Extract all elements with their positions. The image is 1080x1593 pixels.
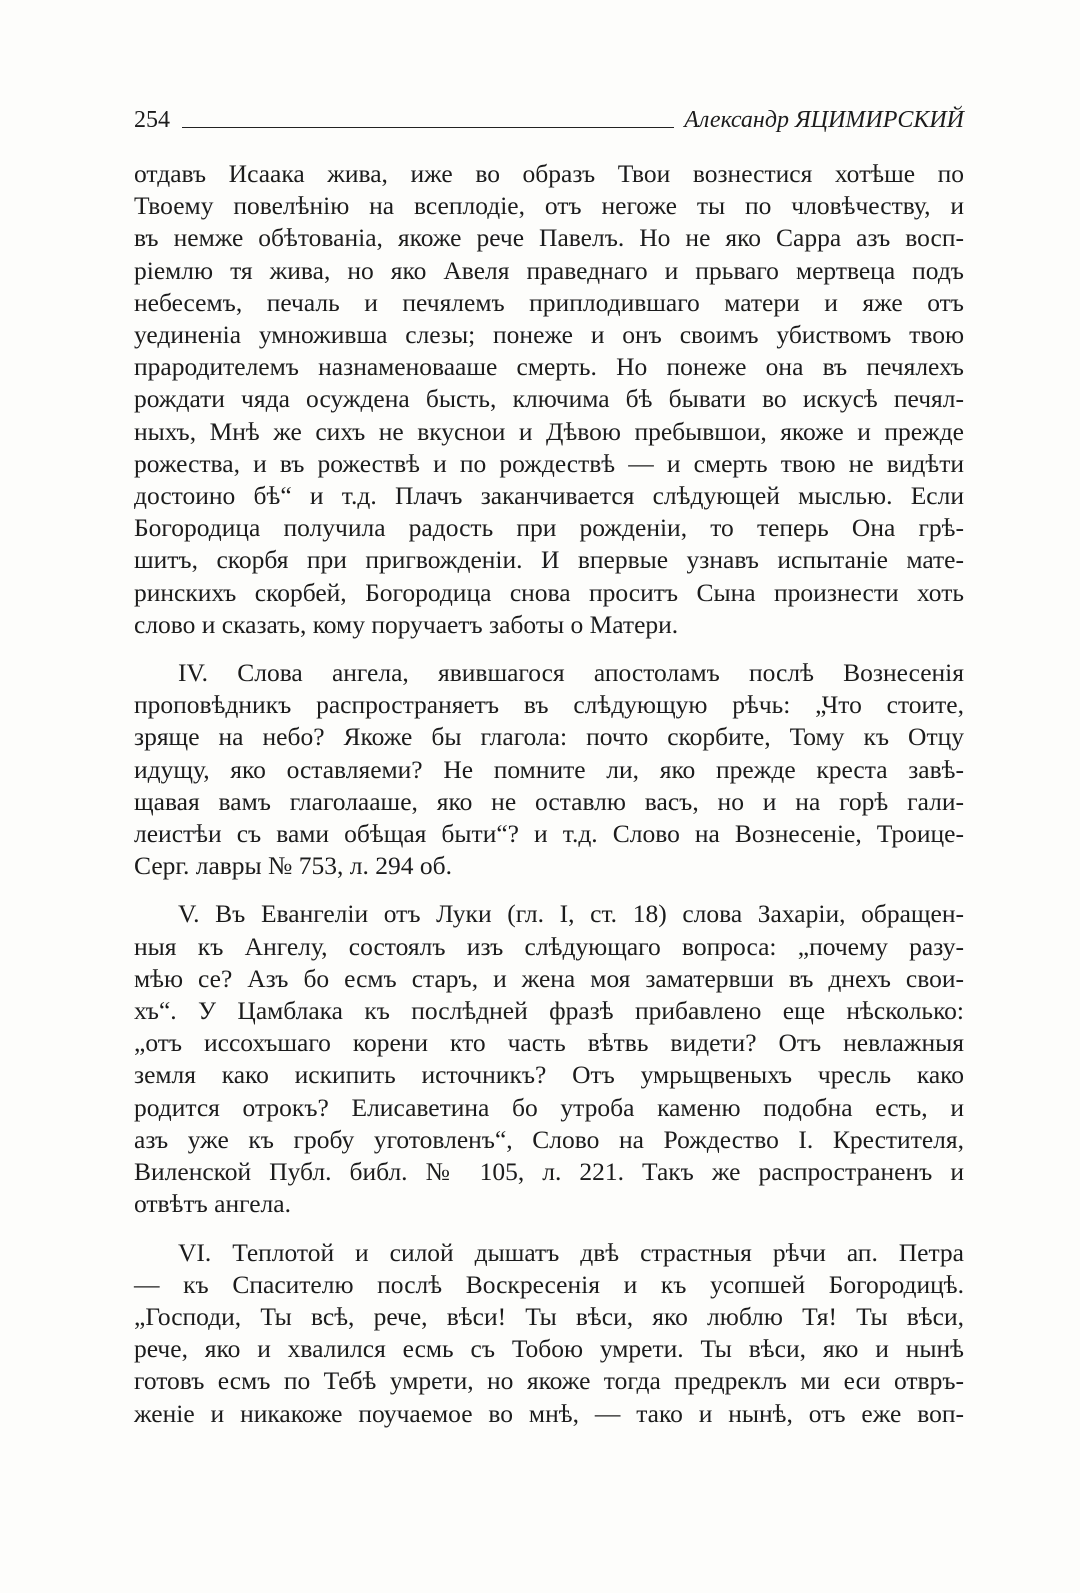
text-line: Серг. лавры № 753, л. 294 об. [134,851,452,881]
text-line: V. Въ Евангеліи отъ Луки (гл. I, ст. 18) слова Захаріи, обращен- [178,899,964,929]
running-head [134,100,964,134]
text-line: земля како искипить источникъ? Отъ умрьщвеныхъ чресль како [134,1060,964,1090]
header-rule [182,127,674,128]
text-line: достоино бѣ“ и т.д. Плачъ заканчивается слѣдующей мыслью. Если [134,481,964,511]
text-line: небесемъ, печаль и печялемъ приплодившаго матери и яже отъ [134,287,964,317]
text-line: ріемлю тя жива, но яко Авеля праведнаго и прьваго мертвеца подъ [134,255,964,285]
text-line: идущу, яко оставляеми? Не помните ли, яко прежде креста завѣ- [134,754,964,784]
text-line: слово и сказать, кому поручаетъ заботы о Матери. [134,609,679,639]
text-line: въ немже обѣтованіа, якоже рече Павелъ. Но не яко Сарра азъ восп- [134,223,964,253]
paragraph-v [134,898,964,1220]
text-line: ныхъ, Мнѣ же сихъ не вкуснои и Дѣвою пребывшои, якоже и прежде [134,416,964,446]
text-line: азъ уже къ гробу уготовленъ“, Слово на Рождество I. Крестителя, [134,1124,964,1154]
text-line: уединеніа умноживша слезы; понеже и онъ своимъ убиствомъ твою [134,320,964,350]
paragraph-vi [134,1237,964,1430]
text-line: шитъ, скорбя при пригвожденіи. И впервые узнавъ испытаніе мате- [134,545,964,575]
text-line: — къ Спасителю послѣ Воскресенія и къ усопшей Богородицѣ. [134,1269,964,1299]
text-line: хъ“. У Цамблака къ послѣдней фразѣ прибавлено еще нѣсколько: [134,996,964,1026]
text-line: Виленской Публ. библ. № 105, л. 221. Такъ же распространенъ и [134,1157,964,1187]
text-line: отвѣтъ ангела. [134,1189,291,1219]
text-line: щавая вамъ глаголааше, яко не оставлю васъ, но и на горѣ гали- [134,786,964,816]
text-line: Твоему повелѣнію на всеплодіе, отъ негоже ты по чловѣчеству, и [134,191,964,221]
page-number: 254 [134,107,170,133]
text-line: готовъ есмъ по Тебѣ умрети, но якоже тогда предреклъ ми еси отвръ- [134,1366,964,1396]
text-line: рождати чяда осуждена бысть, ключима бѣ бывати во искусѣ печял- [134,384,964,414]
paragraph-iv [134,657,964,882]
text-line: леистѣи съ вами обѣщая быти“? и т.д. Слово на Вознесеніе, Троице- [134,819,964,849]
text-line: мѣю се? Азъ бо есмъ старъ, и жена моя заматервши въ днехъ свои- [134,963,964,993]
text-line: IV. Слова ангела, явившагося апостоламъ послѣ Вознесенія [178,658,964,688]
text-line: „отъ иссохъшаго корени кто часть вѣтвь видети? Отъ невлажныя [134,1028,964,1058]
text-line: рече, яко и хвалился есмь съ Тобою умрети. Ты вѣси, яко и нынѣ [134,1334,964,1364]
text-line: родится отрокъ? Елисаветина бо утроба каменю подобна есть, и [134,1092,964,1122]
running-head-author: Александр ЯЦИМИРСКИЙ [684,107,964,133]
text-line: зряще на небо? Якоже бы глагола: почто скорбите, Тому къ Отцу [134,722,964,752]
text-line: „Господи, Ты всѣ, рече, вѣси! Ты вѣси, яко люблю Тя! Ты вѣси, [134,1301,964,1331]
text-line: проповѣдникъ распространяетъ въ слѣдующую рѣчь: „Что стоите, [134,690,964,720]
text-line: ринскихъ скорбей, Богородица снова проситъ Сына произнести хоть [134,577,964,607]
body-text [134,158,964,1430]
text-line: прародителемъ назнаменовааше смерть. Но понеже она въ печялехъ [134,352,964,382]
text-line: женіе и никакоже поучаемое во мнѣ, — тако и нынѣ, отъ еже воп- [134,1398,964,1428]
text-line: ныя къ Ангелу, состоялъ изъ слѣдующаго вопроса: „почему разу- [134,931,964,961]
text-line: рожества, и въ рожествѣ и по рождествѣ — и смерть твою не видѣти [134,448,964,478]
text-line: VI. Теплотой и силой дышатъ двѣ страстныя рѣчи ап. Петра [178,1237,964,1267]
paragraph-continuation [134,158,964,641]
text-line: отдавъ Исаака жива, иже во образъ Твои вознестися хотѣше по [134,159,964,188]
text-line: Богородица получила радость при рожденіи, то теперь Она грѣ- [134,513,964,543]
